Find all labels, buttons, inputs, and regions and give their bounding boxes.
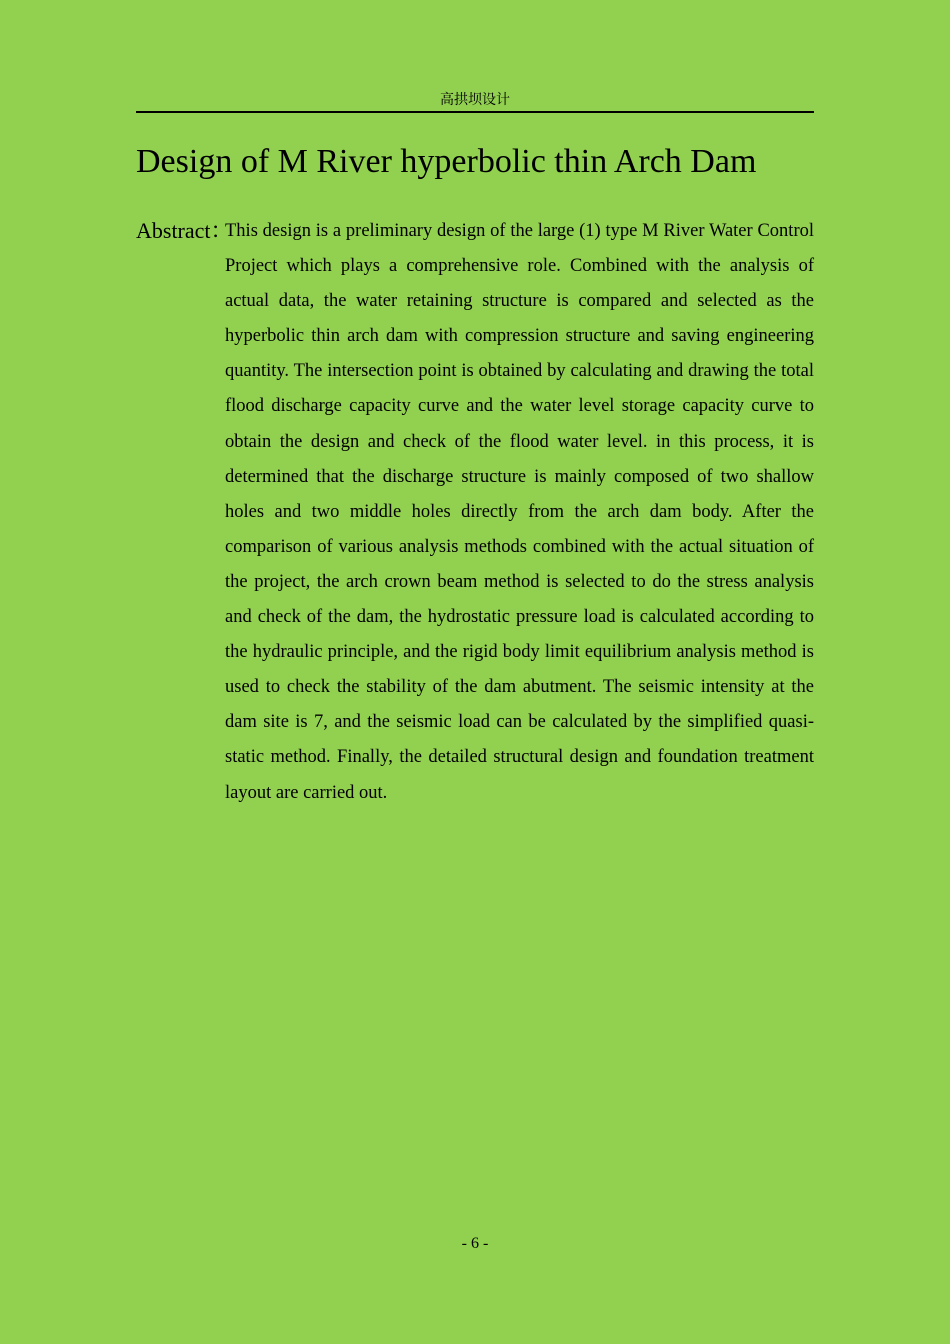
- abstract-text: This design is a preliminary design of the large (1) type M River Water Control Project which plays a comprehensive role. Combined with the analysis of actual data, the water retaining structure is compared and selected as the hyperbolic thin arch dam with compression structure and saving engineering quantity. The intersection point is obtained by calculating and drawing the total flood discharge capacity curve and the water level storage capacity curve to obtain the design and check of the flood water level. in this process, it is determined that the discharge structure is mainly composed of two shallow holes and two middle holes directly from the arch dam body. After the comparison of various analysis methods combined with the actual situation of the project, the arch crown beam method is selected to do the stress analysis and check of the dam, the hydrostatic pressure load is calculated according to the hydraulic principle, and the rigid body limit equilibrium analysis method is used to check the stability of the dam abutment. The seismic intensity at the dam site is 7, and the seismic load can be calculated by the simplified quasi-static method. Finally, the detailed structural design and foundation treatment layout are carried out.: [225, 221, 814, 803]
- abstract-label: Abstract：: [136, 218, 233, 243]
- document-title: Design of M River hyperbolic thin Arch Dam: [136, 143, 757, 180]
- page-header: [136, 90, 814, 113]
- running-title: 高拱坝设计: [440, 92, 510, 108]
- page-number: - 6 -: [461, 1235, 489, 1252]
- abstract-section: [136, 214, 814, 811]
